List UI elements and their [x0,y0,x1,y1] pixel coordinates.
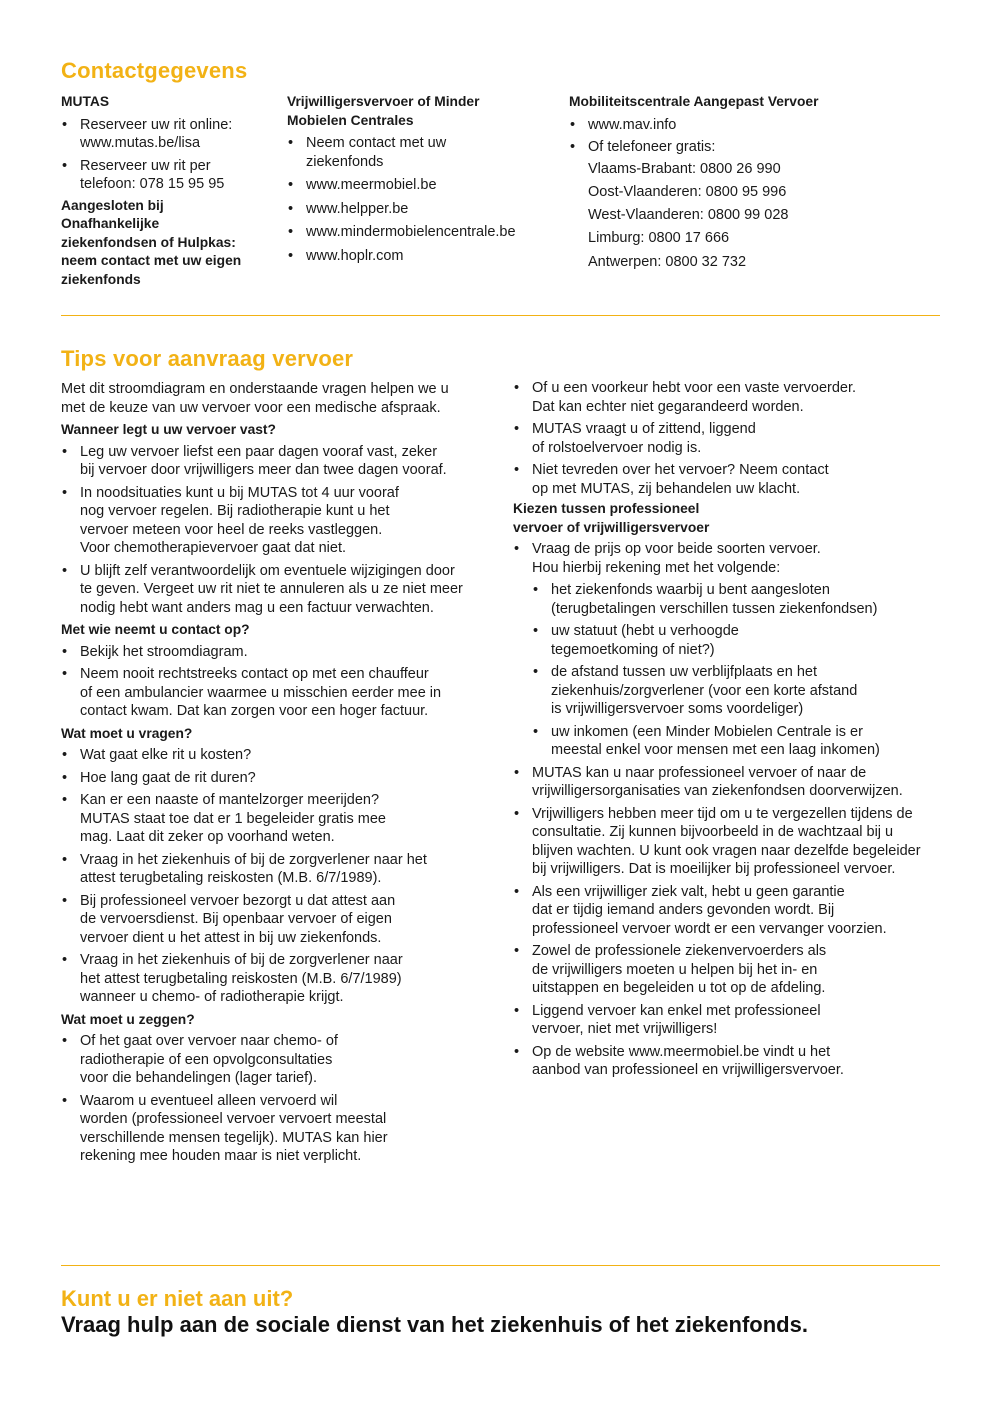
list-item [61,665,501,721]
section-list [61,643,501,721]
phone-line: Oost-Vlaanderen: 0800 95 996 [588,183,787,200]
list-item-line: contact kwam. Dat kan zorgen voor een hoger factuur. [80,703,429,719]
list-item-line: • de afstand tussen uw verblijfplaats en het [551,664,817,680]
list-item [287,134,547,171]
list-item-line: of een ambulancier waarmee u misschien eerder mee in [80,684,442,701]
list-item-line: of rolstoelvervoer nodig is. [532,439,702,456]
list-item-line: • Waarom u eventueel alleen vervoerd wil [80,1092,338,1109]
mutas-note-line: ziekenfondsen of Hulpkas: [61,234,236,250]
list-item-line: • Of u een voorkeur hebt voor een vaste vervoerder. [532,380,857,396]
list-item-line: • Leg uw vervoer liefst een paar dagen vooraf vast, zeker [80,443,438,460]
contact-mav [569,93,909,274]
kiezen-heading [513,500,943,537]
list-item [61,157,271,194]
kiezen-heading-line: Kiezen tussen professioneel [513,501,700,516]
list-item [61,1092,501,1166]
section-heading: Wanneer legt u uw vervoer vast? [61,422,276,437]
list-item-line: rekening mee houden maar is niet verplicht. [80,1148,362,1164]
list-item-line: Hou hierbij rekening met het volgende: [532,559,781,576]
list-item-line: • Zowel de professionele ziekenvervoerders als [532,943,827,959]
list-item-line: attest terugbetaling reiskosten (M.B. 6/7/1989). [80,870,382,886]
list-item [61,1032,501,1088]
mutas-note-line: Aangesloten bij [61,197,164,213]
list-item [61,791,501,847]
list-item [513,540,943,760]
mav-list [569,116,909,157]
list-item [532,663,943,719]
list-item-line: Voor chemotherapievervoer gaat dat niet. [80,540,346,556]
mutas-note-line: ziekenfonds [61,271,141,287]
contact-vrijwilligers [287,93,547,270]
sub-list [532,581,943,760]
list-item-line: vrijwilligersorganisaties van ziekenfondsen doorverwijzen. [532,783,903,799]
list-item-line: www.mutas.be/lisa [80,135,201,151]
list-item [569,116,909,135]
list-item-line: professioneel vervoer wordt er een vervanger voorzien. [532,920,887,937]
list-item-line: • Neem contact met uw [306,135,447,151]
list-item-line: • In noodsituaties kunt u bij MUTAS tot 4 uur vooraf [80,484,399,501]
tips-intro [61,380,501,417]
mutas-heading: MUTAS [61,94,110,109]
list-item [532,581,943,618]
list-item-line: tegemoetkoming of niet?) [551,641,715,658]
list-item-line: • Vraag in het ziekenhuis of bij de zorgverlener naar [80,952,403,968]
list-item-line: de vrijwilligers moeten u helpen bij het in- en [532,961,818,978]
section-list [61,1032,501,1166]
list-item [61,116,271,153]
list-item-line: • Bekijk het stroomdiagram. [80,643,248,660]
list-item [513,942,943,998]
list-item-line: • U blijft zelf verantwoordelijk om eventuele wijzigingen door [80,562,455,579]
right-top-list [513,379,943,498]
list-item-line: nodig hebt want anders mag u een factuur verwachten. [80,599,434,616]
list-item-line: • MUTAS vraagt u of zittend, liggend [532,421,756,437]
tips-title: Tips voor aanvraag vervoer [61,346,354,371]
footer-question: Kunt u er niet aan uit? [61,1286,294,1311]
list-item [513,461,943,498]
kiezen-heading-line: vervoer of vrijwilligersvervoer [513,519,710,535]
list-item-line: • Liggend vervoer kan enkel met professioneel [532,1002,821,1019]
list-item-line: • www.meermobiel.be [306,177,437,193]
kiezen-list [513,540,943,1080]
list-item-line: • Wat gaat elke rit u kosten? [80,747,252,763]
list-item-line: te geven. Vergeet uw rit niet te annuleren als u ze niet meer [80,581,463,597]
section-heading: Met wie neemt u contact op? [61,622,250,637]
mutas-note [61,197,271,290]
list-item [61,892,501,948]
list-item-line: ziekenfonds [306,153,384,170]
list-item-line: • Vraag in het ziekenhuis of bij de zorgverlener naar het [80,851,427,868]
section-list [61,443,501,618]
list-item-line: • Reserveer uw rit per [80,157,211,174]
list-item-line: nog vervoer regelen. Bij radiotherapie kunt u het [80,503,390,519]
list-item-line: • het ziekenfonds waarbij u bent aangesloten [551,582,830,598]
list-item-line: • Vraag de prijs op voor beide soorten vervoer. [532,541,821,557]
list-item-line: • Reserveer uw rit online: [80,116,233,133]
list-item [61,643,501,662]
list-item [513,420,943,457]
vrijwilligers-heading [287,93,547,130]
list-item [61,484,501,558]
section-heading: Wat moet u vragen? [61,725,193,741]
list-item-line: dat er tijdig iemand anders gevonden wordt. Bij [532,902,835,918]
list-item-line: • Als een vrijwilliger ziek valt, hebt u geen garantie [532,883,845,900]
list-item-line: • uw statuut (hebt u verhoogde [551,623,739,639]
list-item-line: de vervoersdienst. Bij openbaar vervoer of eigen [80,911,392,927]
mav-phones [569,158,909,274]
list-item [513,379,943,416]
list-item [61,443,501,480]
list-item-line: radiotherapie of een opvolgconsultaties [80,1051,333,1068]
list-item-line: worden (professioneel vervoer vervoert meestal [80,1111,387,1127]
list-item [513,764,943,801]
list-item [61,769,501,788]
phone-line: Limburg: 0800 17 666 [588,230,730,247]
list-item-line: • www.helpper.be [306,200,409,217]
contact-title: Contactgegevens [61,58,248,83]
list-item-line: • Neem nooit rechtstreeks contact op met een chauffeur [80,666,429,682]
list-item-line: • Vrijwilligers hebben meer tijd om u te vergezellen tijdens de [532,805,913,822]
list-item [61,746,501,765]
list-item-line: consultatie. Zij kunnen bijvoorbeeld in de wachtzaal bij u [532,824,894,840]
list-item-line: Dat kan echter niet gegarandeerd worden. [532,398,804,415]
vrijwilligers-heading-line: Vrijwilligersvervoer of Minder [287,94,480,109]
vrijwilligers-heading-line: Mobielen Centrales [287,112,414,128]
vrijwilligers-list [287,134,547,265]
list-item-line: blijven wachten. U kunt ook vragen naar dezelfde begeleider [532,842,921,859]
list-item-line: uitstappen en begeleiden u tot op de afdeling. [532,980,826,996]
list-item-line: MUTAS staat toe dat er 1 begeleider gratis mee [80,810,386,827]
list-item [287,200,547,219]
list-item [61,951,501,1007]
list-item [532,723,943,760]
list-item [287,247,547,266]
mutas-note-line: Onafhankelijke [61,216,160,231]
mutas-note-line: neem contact met uw eigen [61,253,242,268]
intro-line: Met dit stroomdiagram en onderstaande vragen helpen we u [61,381,449,397]
list-item-line: • www.mindermobielencentrale.be [306,224,516,240]
phone-line: Vlaams-Brabant: 0800 26 990 [588,160,781,177]
list-item-line: • Niet tevreden over het vervoer? Neem contact [532,462,829,478]
divider-bottom [61,1265,940,1266]
footer-answer: Vraag hulp aan de sociale dienst van het ziekenhuis of het ziekenfonds. [61,1312,808,1337]
list-item-line: verschillende mensen tegelijk). MUTAS kan hier [80,1129,388,1146]
list-item-line: • Hoe lang gaat de rit duren? [80,769,256,786]
list-item-line: • MUTAS kan u naar professioneel vervoer of naar de [532,764,867,781]
contact-mutas [61,93,271,289]
list-item-line: • Op de website www.meermobiel.be vindt u het [532,1043,831,1060]
list-item-line: is vrijwilligersvervoer soms voordeliger) [551,701,804,717]
list-item-line: • Kan er een naaste of mantelzorger meerijden? [80,792,380,808]
list-item [513,805,943,879]
list-item [513,1002,943,1039]
list-item [287,223,547,242]
list-item [513,1043,943,1080]
section-heading: Wat moet u zeggen? [61,1011,195,1027]
list-item [569,138,909,157]
tips-left-column [61,380,501,1170]
list-item-line: bij vrijwilligers. Dat is moeilijker bij professioneel vervoer. [532,861,896,877]
list-item-line: • Of telefoneer gratis: [588,139,716,155]
list-item-line: • www.mav.info [588,116,677,133]
phone-line: Antwerpen: 0800 32 732 [588,253,747,270]
list-item-line: (terugbetalingen verschillen tussen ziekenfondsen) [551,600,878,617]
tips-right-column [513,379,943,1084]
list-item [287,176,547,195]
list-item-line: vervoer dient u het attest in bij uw ziekenfonds. [80,929,382,946]
list-item-line: het attest terugbetaling reiskosten (M.B. 6/7/1989) [80,970,402,987]
mav-heading: Mobiliteitscentrale Aangepast Vervoer [569,94,819,109]
list-item-line: vervoer meteen voor heel de reeks vastleggen. [80,521,383,538]
list-item-line: wanneer u chemo- of radiotherapie krijgt. [80,989,344,1005]
list-item-line: vervoer, niet met vrijwilligers! [532,1021,718,1037]
list-item-line: op met MUTAS, zij behandelen uw klacht. [532,480,801,497]
list-item [532,622,943,659]
list-item [61,562,501,618]
list-item-line: • Bij professioneel vervoer bezorgt u dat attest aan [80,892,396,909]
section-list [61,746,501,1007]
phone-line: West-Vlaanderen: 0800 99 028 [588,207,789,224]
list-item-line: telefoon: 078 15 95 95 [80,176,225,192]
list-item [513,883,943,939]
mutas-list [61,116,271,194]
list-item-line: ziekenhuis/zorgverlener (voor een korte afstand [551,682,858,699]
list-item-line: meestal enkel voor mensen met een laag inkomen) [551,742,880,758]
list-item-line: • uw inkomen (een Minder Mobielen Centrale is er [551,723,863,740]
list-item-line: • www.hoplr.com [306,247,404,264]
intro-line: met de keuze van uw vervoer voor een medische afspraak. [61,399,441,416]
list-item-line: • Of het gaat over vervoer naar chemo- of [80,1033,338,1049]
list-item [61,851,501,888]
divider-top [61,315,940,316]
list-item-line: aanbod van professioneel en vrijwilligersvervoer. [532,1062,844,1078]
list-item-line: mag. Laat dit zeker op voorhand weten. [80,829,335,845]
list-item-line: bij vervoer door vrijwilligers meer dan twee dagen vooraf. [80,462,447,478]
list-item-line: voor die behandelingen (lager tarief). [80,1070,317,1086]
